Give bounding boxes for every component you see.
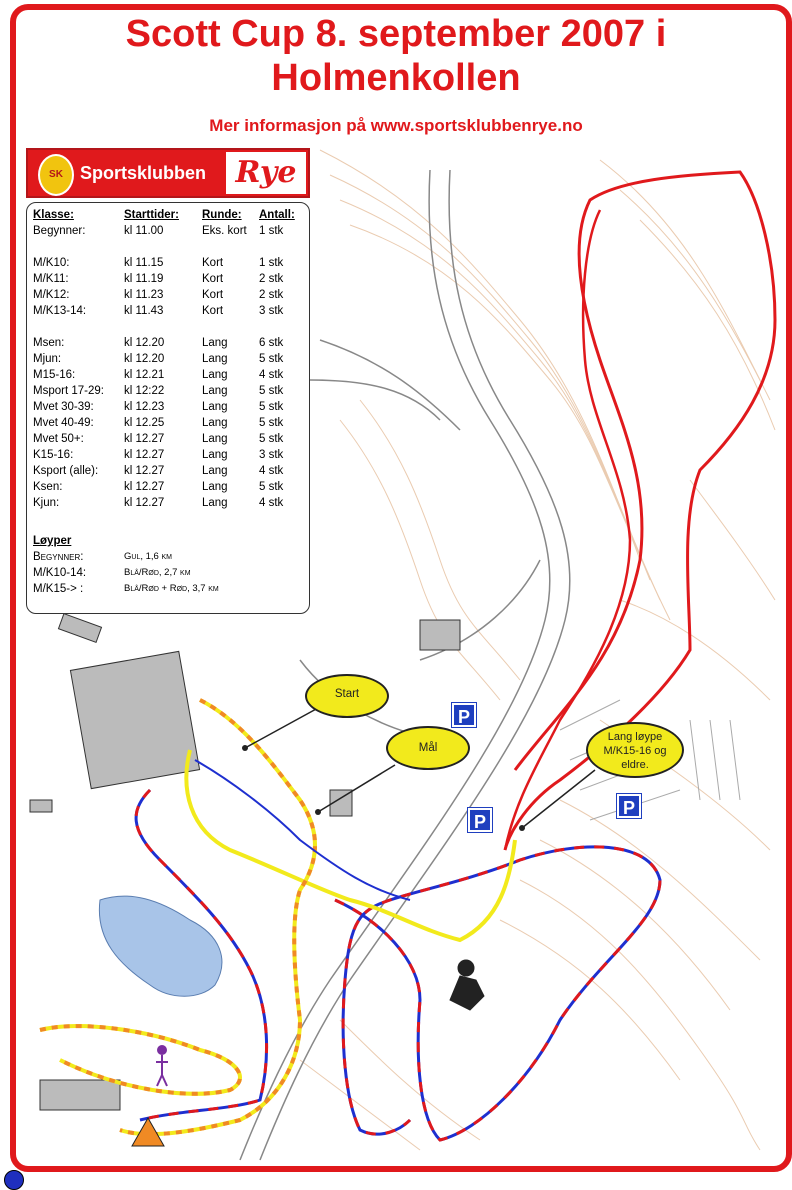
loyper-course: Blå/Rød + Rød, 3,7 km (124, 583, 219, 594)
table-header-cell: Starttider: (124, 209, 179, 221)
table-row-cell: M/K12: (33, 289, 70, 301)
table-row-cell: Kjun: (33, 497, 60, 509)
table-row-cell: 4 stk (259, 465, 284, 477)
contour-lines (300, 150, 775, 1150)
table-row-cell: Ksport (alle): (33, 465, 99, 477)
table-row-cell: Lang (202, 433, 228, 445)
title-line-1: Scott Cup 8. september 2007 i (125, 13, 667, 55)
table-row-cell: kl 12.27 (124, 433, 165, 445)
table-row-cell: Kort (202, 257, 224, 269)
buildings (30, 614, 460, 1110)
table-row-cell: Lang (202, 353, 228, 365)
long-course-label: Lang løype M/K15-16 og eldre. (586, 722, 684, 778)
table-row-cell: M/K10: (33, 257, 70, 269)
table-header-cell: Runde: (202, 209, 242, 221)
loyper-class: M/K15-> : (33, 583, 84, 595)
club-logo (26, 148, 310, 198)
table-row-cell: 3 stk (259, 449, 284, 461)
table-row-cell: M15-16: (33, 369, 76, 381)
table-row-cell: 4 stk (259, 497, 284, 509)
table-row-cell: Mvet 50+: (33, 433, 84, 445)
page-subtitle: Mer informasjon på www.sportsklubbenrye.no (209, 116, 583, 135)
table-row-cell: Begynner: (33, 225, 86, 237)
table-row-cell: Lang (202, 497, 228, 509)
table-row-cell: 5 stk (259, 481, 284, 493)
table-row-cell: Msen: (33, 337, 65, 349)
table-row-cell: 1 stk (259, 257, 284, 269)
table-row-cell: 5 stk (259, 433, 284, 445)
table-row-cell: Mjun: (33, 353, 62, 365)
table-row-cell: 1 stk (259, 225, 284, 237)
table-row-cell: kl 11.19 (124, 273, 164, 285)
table-row-cell: 5 stk (259, 417, 284, 429)
table-row-cell: Lang (202, 337, 228, 349)
table-row-cell: 2 stk (259, 289, 284, 301)
table-row-cell: Kort (202, 305, 224, 317)
table-row-cell: Mvet 40-49: (33, 417, 94, 429)
club-badge-icon: SK (38, 154, 74, 196)
table-row-cell: kl 12.23 (124, 401, 165, 413)
table-row-cell: kl 11.00 (124, 225, 164, 237)
table-row-cell: Lang (202, 465, 228, 477)
corner-dot (4, 1170, 24, 1190)
table-row-cell: 4 stk (259, 369, 284, 381)
page-title (0, 12, 792, 100)
table-row-cell: 5 stk (259, 401, 284, 413)
finish-label: Mål (386, 726, 470, 770)
table-row-cell: kl 12.20 (124, 337, 165, 349)
parking-icon: P (468, 808, 492, 832)
parking-icon: P (452, 703, 476, 727)
table-row-cell: M/K11: (33, 273, 69, 285)
table-row-cell: Lang (202, 417, 228, 429)
table-row-cell: 5 stk (259, 353, 284, 365)
table-row-cell: kl 12.27 (124, 449, 165, 461)
table-row-cell: kl 12:22 (124, 385, 165, 397)
table-row-cell: kl 11.43 (124, 305, 164, 317)
table-row-cell: M/K13-14: (33, 305, 87, 317)
table-header-cell: Klasse: (33, 209, 74, 221)
table-row-cell: Ksen: (33, 481, 63, 493)
loyper-course: Gul, 1,6 km (124, 551, 172, 562)
table-header-cell: Antall: (259, 209, 295, 221)
title-line-2: Holmenkollen (271, 57, 521, 99)
table-row-cell: Msport 17-29: (33, 385, 104, 397)
table-row-cell: kl 12.27 (124, 497, 165, 509)
loyper-heading-text: Løyper (33, 535, 72, 547)
class-info-table (26, 202, 310, 614)
loyper-class: M/K10-14: (33, 567, 87, 579)
club-logo-script: Rye (226, 152, 306, 194)
table-row-cell: 5 stk (259, 385, 284, 397)
club-logo-text: Sportsklubben (80, 163, 207, 183)
table-row-cell: Lang (202, 481, 228, 493)
skier-figure-icon (450, 960, 484, 1010)
loyper-class: Begynner: (33, 551, 84, 563)
parking-icon: P (617, 794, 641, 818)
lake (99, 896, 222, 996)
table-row-cell: Eks. kort (202, 225, 247, 237)
table-row-cell: Kort (202, 273, 224, 285)
table-row-cell: Lang (202, 385, 228, 397)
table-row-cell: kl 11.23 (124, 289, 164, 301)
person-figure-icon (156, 1046, 168, 1086)
table-row-cell: Lang (202, 449, 228, 461)
table-row-cell: kl 12.20 (124, 353, 165, 365)
table-row-cell: kl 12.27 (124, 465, 165, 477)
table-row-cell: kl 11.15 (124, 257, 164, 269)
table-row-cell: Mvet 30-39: (33, 401, 94, 413)
table-row-cell: 2 stk (259, 273, 284, 285)
table-row-cell: Lang (202, 401, 228, 413)
table-row-cell: kl 12.27 (124, 481, 165, 493)
loyper-course: Blå/Rød, 2,7 km (124, 567, 191, 578)
table-row-cell: 6 stk (259, 337, 284, 349)
table-row-cell: 3 stk (259, 305, 284, 317)
table-row-cell: kl 12.25 (124, 417, 165, 429)
start-label: Start (305, 674, 389, 718)
table-row-cell: Kort (202, 289, 224, 301)
table-row-cell: kl 12.21 (124, 369, 165, 381)
table-row-cell: K15-16: (33, 449, 74, 461)
table-row-cell: Lang (202, 369, 228, 381)
